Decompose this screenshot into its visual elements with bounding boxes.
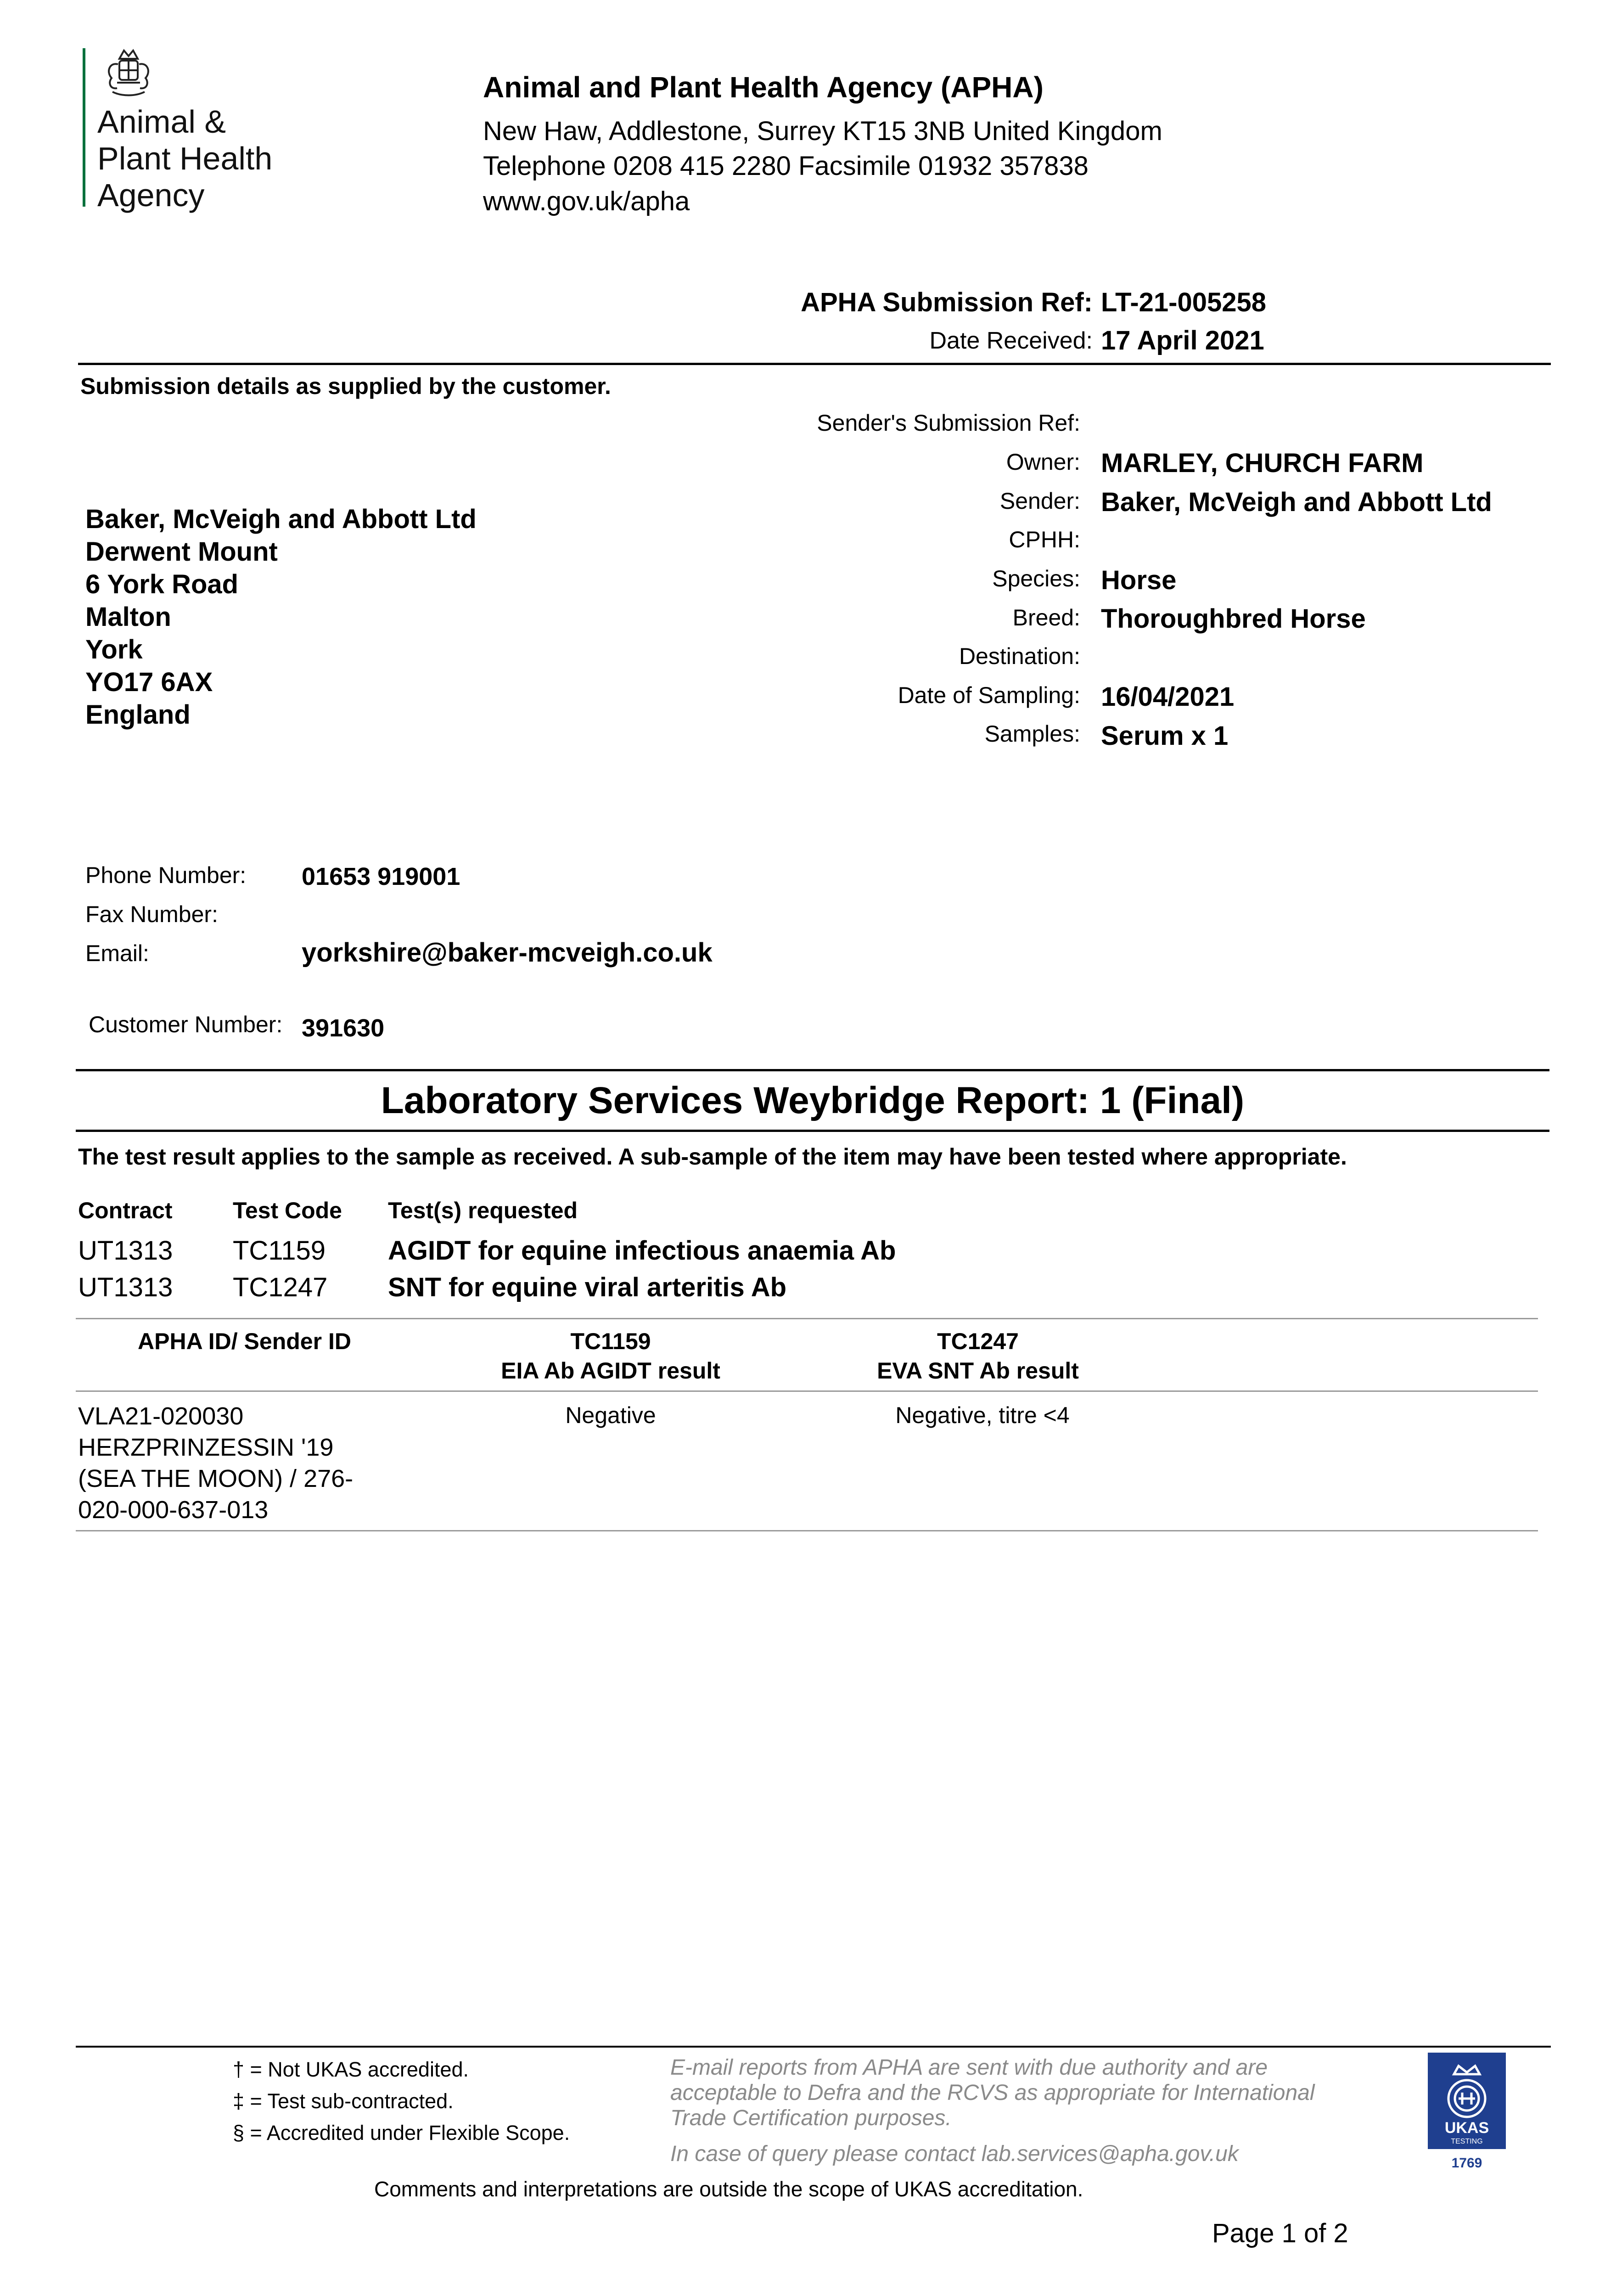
email-note-line: Trade Certification purposes. [670, 2106, 952, 2130]
cphh-label: CPHH: [1009, 527, 1080, 552]
sampling-date-value: 16/04/2021 [1101, 682, 1235, 712]
date-received-value: 17 April 2021 [1101, 326, 1264, 355]
date-received-label: Date Received: [929, 327, 1093, 354]
agency-website: www.gov.uk/apha [483, 186, 690, 216]
ukas-number: 1769 [1451, 2155, 1482, 2171]
email-value: yorkshire@baker-mcveigh.co.uk [302, 938, 713, 968]
royal-crest-icon [99, 46, 158, 99]
result-col1-value: Negative [565, 1402, 656, 1428]
breed-value: Thoroughbred Horse [1101, 604, 1366, 634]
sample-id-line: (SEA THE MOON) / 276- [78, 1465, 354, 1492]
report-title: Laboratory Services Weybridge Report: 1 (Final) [381, 1080, 1245, 1121]
agency-name: Animal and Plant Health Agency (APHA) [483, 71, 1044, 104]
sample-id-line: VLA21-020030 [78, 1402, 244, 1430]
logo-line: Agency [97, 177, 205, 213]
owner-label: Owner: [1006, 449, 1080, 475]
address-line: Derwent Mount [85, 537, 278, 567]
results-header-rule [76, 1390, 1538, 1392]
result-col2-code: TC1247 [937, 1328, 1019, 1354]
submission-ref-value: LT-21-005258 [1101, 287, 1267, 317]
results-id-header: APHA ID/ Sender ID [138, 1328, 351, 1354]
result-col2-name: EVA SNT Ab result [877, 1358, 1079, 1384]
logo-accent-bar [83, 48, 85, 207]
ukas-label: UKAS [1444, 2119, 1489, 2137]
email-label: Email: [85, 940, 149, 966]
customer-address [85, 503, 477, 731]
breed-label: Breed: [1012, 605, 1080, 630]
phone-label: Phone Number: [85, 862, 247, 888]
address-line: Malton [85, 602, 171, 632]
sender-label: Sender: [999, 488, 1080, 514]
customer-number-value: 391630 [302, 1014, 385, 1042]
species-label: Species: [992, 566, 1080, 591]
legend-line: § = Accredited under Flexible Scope. [233, 2121, 570, 2144]
results-top-rule [76, 1318, 1538, 1319]
logo-line: Plant Health [97, 141, 273, 176]
query-note: In case of query please contact lab.services@apha.gov.uk [670, 2142, 1239, 2166]
email-note [670, 2055, 1315, 2131]
legend-line: ‡ = Test sub-contracted. [233, 2089, 454, 2113]
customer-number-label: Customer Number: [89, 1012, 283, 1037]
legend-line: † = Not UKAS accredited. [233, 2058, 469, 2081]
results-bottom-rule [76, 1530, 1538, 1531]
senders-ref-label: Sender's Submission Ref: [817, 410, 1080, 436]
address-line: England [85, 700, 191, 730]
species-value: Horse [1101, 565, 1177, 595]
contract-header: Contract [78, 1198, 173, 1223]
logo-line: Animal & [97, 104, 226, 140]
report-title-bottom-rule [76, 1130, 1549, 1132]
owner-value: MARLEY, CHURCH FARM [1101, 448, 1424, 478]
ukas-badge-icon [1426, 2050, 1508, 2174]
address-line: York [85, 635, 143, 664]
test-contract: UT1313 [78, 1272, 173, 1302]
email-note-line: acceptable to Defra and the RCVS as appropriate for International [670, 2081, 1315, 2105]
report-disclaimer: The test result applies to the sample as received. A sub-sample of the item may have been tested where appropriate. [78, 1144, 1347, 1170]
accreditation-legend [233, 2054, 570, 2149]
address-line: 6 York Road [85, 569, 239, 599]
sample-id-line: HERZPRINZESSIN '19 [78, 1434, 334, 1461]
test-code-header: Test Code [233, 1198, 342, 1223]
test-name: AGIDT for equine infectious anaemia Ab [388, 1236, 896, 1266]
phone-value: 01653 919001 [302, 863, 460, 890]
sampling-date-label: Date of Sampling: [898, 682, 1080, 708]
sender-value: Baker, McVeigh and Abbott Ltd [1101, 487, 1492, 517]
header-divider [78, 363, 1551, 365]
agency-address: New Haw, Addlestone, Surrey KT15 3NB United Kingdom [483, 116, 1162, 146]
tests-requested-header: Test(s) requested [388, 1198, 578, 1223]
test-code: TC1159 [233, 1236, 326, 1266]
ukas-sub: TESTING [1451, 2138, 1483, 2145]
details-heading: Submission details as supplied by the customer. [80, 373, 611, 399]
report-title-top-rule [76, 1069, 1549, 1071]
email-note-line: E-mail reports from APHA are sent with due authority and are [670, 2055, 1268, 2080]
destination-label: Destination: [959, 643, 1080, 669]
test-name: SNT for equine viral arteritis Ab [388, 1272, 787, 1302]
result-col1-name: EIA Ab AGIDT result [501, 1358, 720, 1384]
footer-divider [76, 2046, 1551, 2048]
page-number: Page 1 of 2 [1212, 2218, 1348, 2248]
result-sample-id [78, 1401, 353, 1525]
result-col1-code: TC1159 [570, 1328, 651, 1354]
address-line: YO17 6AX [85, 667, 213, 697]
agency-logo-text [97, 103, 272, 214]
address-line: Baker, McVeigh and Abbott Ltd [85, 504, 477, 534]
fax-label: Fax Number: [85, 901, 218, 927]
samples-value: Serum x 1 [1101, 721, 1229, 751]
result-col2-value: Negative, titre <4 [895, 1402, 1070, 1428]
sample-id-line: 020-000-637-013 [78, 1496, 269, 1524]
agency-contact: Telephone 0208 415 2280 Facsimile 01932 357838 [483, 151, 1089, 181]
test-code: TC1247 [233, 1272, 328, 1302]
samples-label: Samples: [984, 721, 1080, 747]
test-contract: UT1313 [78, 1236, 173, 1266]
submission-ref-label: APHA Submission Ref: [801, 287, 1093, 317]
ukas-comments: Comments and interpretations are outside the scope of UKAS accreditation. [374, 2177, 1083, 2201]
